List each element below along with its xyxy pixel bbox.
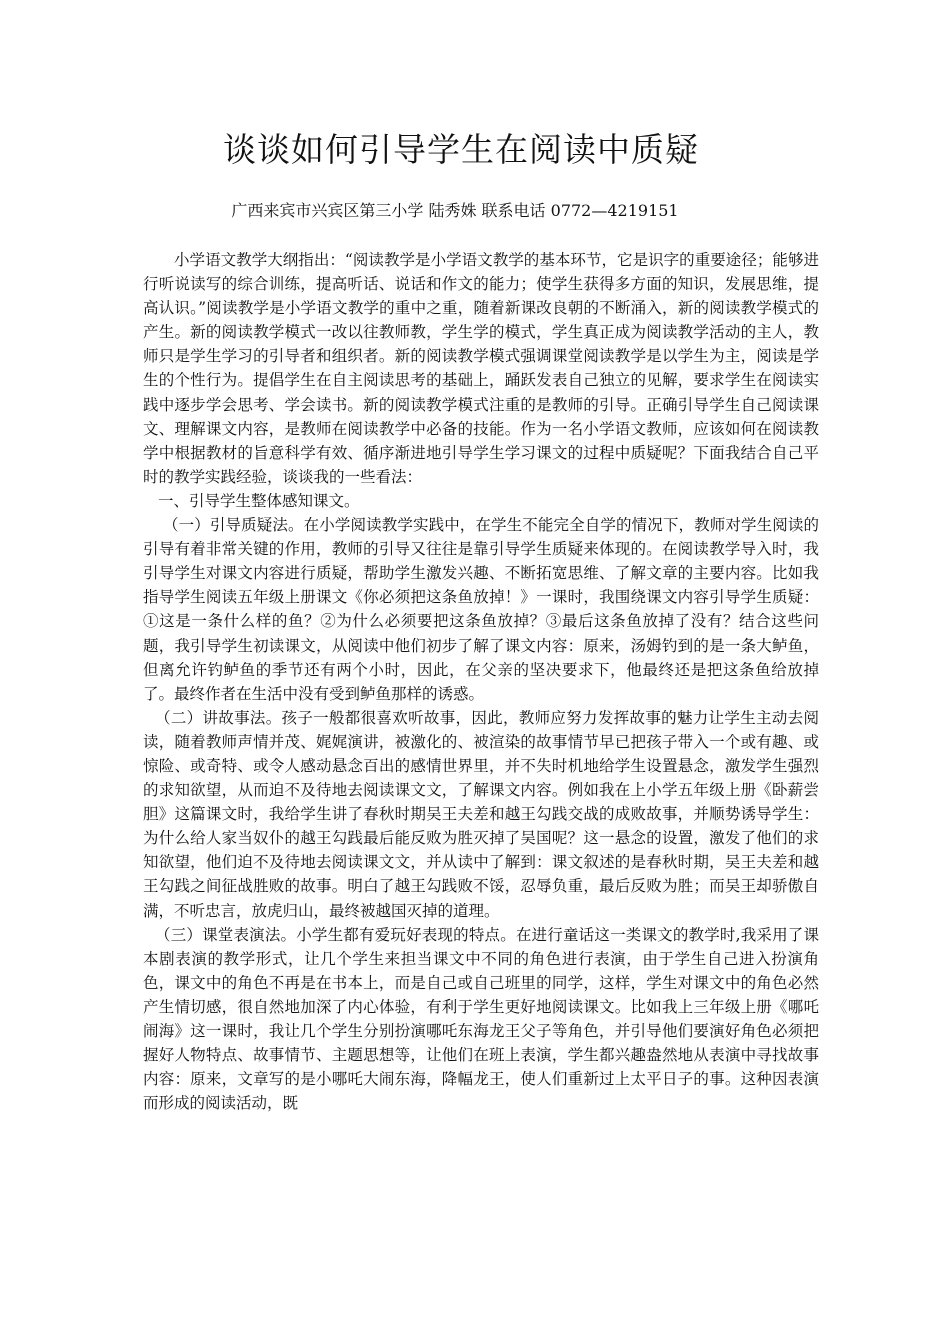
intro-paragraph: 小学语文教学大纲指出：“阅读教学是小学语文教学的基本环节，它是识字的重要途径；能够进行听说读写的综合训练，提高听话、说话和作文的能力；使学生获得多方面的知识，发展思维，提高认识。”阅读教学是小学语文教学的重中之重，随着新课改良朝的不断涌入，新的阅读教学模式的产生。新的阅读教学模式一改以往教师教，学生学的模式，学生真正成为阅读教学活动的主人，教师只是学生学习的引导者和组织者。新的阅读教学模式强调课堂阅读教学是以学生为主，阅读是学生的个性行为。提倡学生在自主阅读思考的基础上，踊跃发表自己独立的见解，要求学生在阅读实践中逐步学会思考、学会读书。新的阅读教学模式注重的是教师的引导。正确引导学生自己阅读课文、理解课文内容，是教师在阅读教学中必备的技能。作为一名小学语文教师，应该如何在阅读教学中根据教材的旨意科学有效、循序渐进地引导学生学习课文的过程中质疑呢？下面我结合自己平时的教学实践经验，谈谈我的一些看法： [143, 251, 819, 486]
body-paragraph: （二）讲故事法。孩子一般都很喜欢听故事，因此，教师应努力发挥故事的魅力让学生主动去阅读，随着教师声情并茂、娓娓演讲，被激化的、被渲染的故事情节早已把孩子带入一个或有趣、或惊险、或奇特、或令人感动悬念百出的感情世界里，并不失时机地给学生设置悬念，激发学生强烈的求知欲望，从而迫不及待地去阅读课文文，了解课文内容。例如我在上小学五年级上册《卧薪尝胆》这篇课文时，我给学生讲了春秋时期吴王夫差和越王勾践交战的成败故事，并顺势诱导学生：为什么给人家当奴仆的越王勾践最后能反败为胜灭掉了吴国呢？这一悬念的设置，激发了他们的求知欲望，他们迫不及待地去阅读课文文，并从读中了解到：课文叙述的是春秋时期，吴王夫差和越王勾践之间征战胜败的故事。明白了越王勾践败不馁，忍辱负重，最后反败为胜；而吴王却骄傲自满，不听忠言，放虎归山，最终被越国灭掉的道理。 [143, 708, 819, 920]
section-heading: 一、引导学生整体感知课文。 [158, 491, 360, 510]
body-paragraph: （三）课堂表演法。小学生都有爱玩好表现的特点。在进行童话这一类课文的教学时,我采用了课本剧表演的教学形式，让几个学生来担当课文中不同的角色进行表演，由于学生自己进入扮演角色，课文中的角色不再是在书本上，而是自己或自己班里的同学，这样，学生对课文中的角色必然产生情切感，很自然地加深了内心体验，有利于学生更好地阅读课文。比如我上三年级上册《哪吒闹海》这一课时，我让几个学生分别扮演哪吒东海龙王父子等角色，并引导他们要演好角色必须把握好人物特点、故事情节、主题思想等，让他们在班上表演，学生都兴趣盎然地从表演中寻找故事内容：原来，文章写的是小哪吒大闹东海，降幅龙王，使人们重新过上太平日子的事。这种因表演而形成的阅读活动，既 [143, 925, 819, 1113]
body-paragraph: （一）引导质疑法。在小学阅读教学实践中，在学生不能完全自学的情况下，教师对学生阅读的引导有着非常关键的作用，教师的引导又往往是靠引导学生质疑来体现的。在阅读教学导入时，我引导学生对课文内容进行质疑，帮助学生激发兴趣、不断拓宽思维、了解文章的主要内容。比如我指导学生阅读五年级上册课文《你必须把这条鱼放掉！》一课时，我围绕课文内容引导学生质疑：①这是一条什么样的鱼？②为什么必须要把这条鱼放掉？③最后这条鱼放掉了没有？结合这些问题，我引导学生初读课文，从阅读中他们初步了解了课文内容：原来，汤姆钓到的是一条大鲈鱼，但离允许钓鲈鱼的季节还有两个小时，因此，在父亲的坚决要求下，他最终还是把这条鱼给放掉了。最终作者在生活中没有受到鲈鱼那样的诱惑。 [143, 516, 819, 703]
author-byline: 广西来宾市兴宾区第三小学 陆秀姝 联系电话 0772—4219151 [231, 201, 679, 220]
document-title: 谈谈如何引导学生在阅读中质疑 [223, 130, 699, 169]
document-body [143, 248, 819, 1115]
